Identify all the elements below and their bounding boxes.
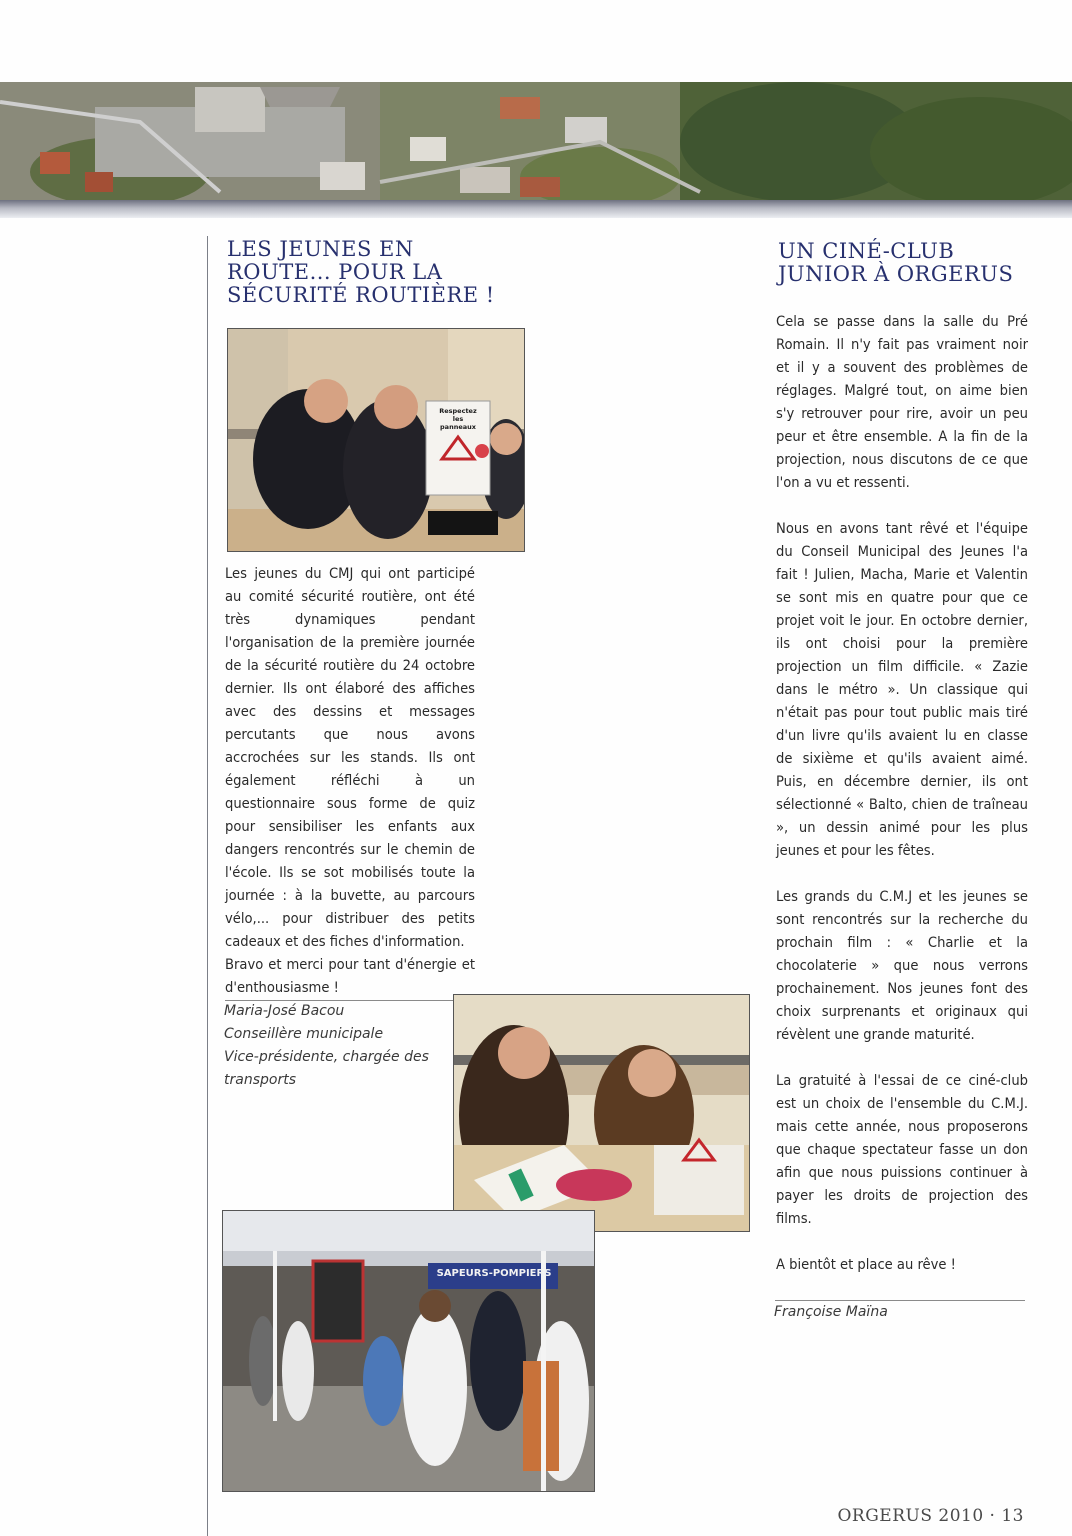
- left-article-body: [225, 562, 475, 999]
- left-body-paragraph: Les jeunes du CMJ qui ont participé au comité sécurité routière, ont été très dynamiques pendant l'organisation de la première journée de la sécurité routière du 24 octobre dernier. Ils ont élaboré des affiches avec des dessins et messages percutants que nous avons accrochées sur les stands. Ils ont également réfléchi à un questionnaire sous forme de quiz pour sensibiliser les enfants aux dangers rencontrés sur le chemin de l'école. Ils se sot mobilisés toute la journée : à la buvette, au parcours vélo,... pour distribuer des petits cadeaux et des fiches d'information.: [225, 565, 475, 950]
- right-article-body: [776, 310, 1028, 1276]
- page-footer: ORGERUS 2010 · 13: [837, 1506, 1024, 1526]
- right-paragraph-3: Les grands du C.M.J et les jeunes se sont rencontrés sur la recherche du prochain film : « Charlie et la chocolaterie » que nous verrons prochainement. Nos jeunes font des choix surprenants et originaux qui révèlent une grande maturité.: [776, 888, 1028, 1043]
- banner-photo: [0, 82, 1072, 202]
- right-paragraph-1: Cela se passe dans la salle du Pré Romain. Il n'y fait pas vraiment noir et il y a souvent des problèmes de réglages. Malgré tout, on aime bien s'y retrouver pour rire, avoir un peu peur et être ensemble. A la fin de la projection, nous discutons de ce que l'on a vu et ressenti.: [776, 313, 1028, 491]
- left-body-closing: Bravo et merci pour tant d'énergie et d'enthousiasme !: [225, 956, 475, 996]
- column-rule: [207, 236, 208, 1536]
- right-signature: Françoise Maïna: [774, 1304, 888, 1320]
- right-paragraph-4: La gratuité à l'essai de ce ciné-club est un choix de l'ensemble du C.M.J. mais cette année, nous proposerons que chaque spectateur fasse un don afin que nous puissions continuer à payer les droits de projection des films.: [776, 1072, 1028, 1227]
- banner-shadow: [0, 200, 1072, 218]
- photo-road-safety-event: [222, 1210, 595, 1492]
- photo-girls-with-poster: [227, 328, 525, 552]
- poster-text: Respectez les panneaux: [439, 407, 477, 431]
- right-paragraph-5: A bientôt et place au rêve !: [776, 1256, 956, 1273]
- left-signature: Maria-José Bacou Conseillère municipale Vice-présidente, chargée des transports: [224, 1003, 429, 1088]
- left-article-title: LES JEUNES EN ROUTE... POUR LA SÉCURITÉ ROUTIÈRE !: [227, 237, 495, 307]
- photo-girls-at-table: [453, 994, 750, 1232]
- right-paragraph-2: Nous en avons tant rêvé et l'équipe du Conseil Municipal des Jeunes l'a fait ! Julien, Macha, Marie et Valentin se sont mis en quatre pour que ce projet voit le jour. En octobre dernier, ils ont choisi pour la première projection un film difficile. « Zazie dans le métro ». Un classique qui n'était pas pour tout public mais tiré d'un livre qu'ils avaient lu en classe de sixième et qu'ils avaient aimé. Puis, en décembre dernier, ils ont sélectionné « Balto, chien de traîneau », un dessin animé pour les plus jeunes et pour les fêtes.: [776, 520, 1028, 859]
- right-article-title: UN CINÉ-CLUB JUNIOR À ORGERUS: [778, 239, 1014, 286]
- tent-sign: SAPEURS-POMPIERS: [436, 1268, 552, 1279]
